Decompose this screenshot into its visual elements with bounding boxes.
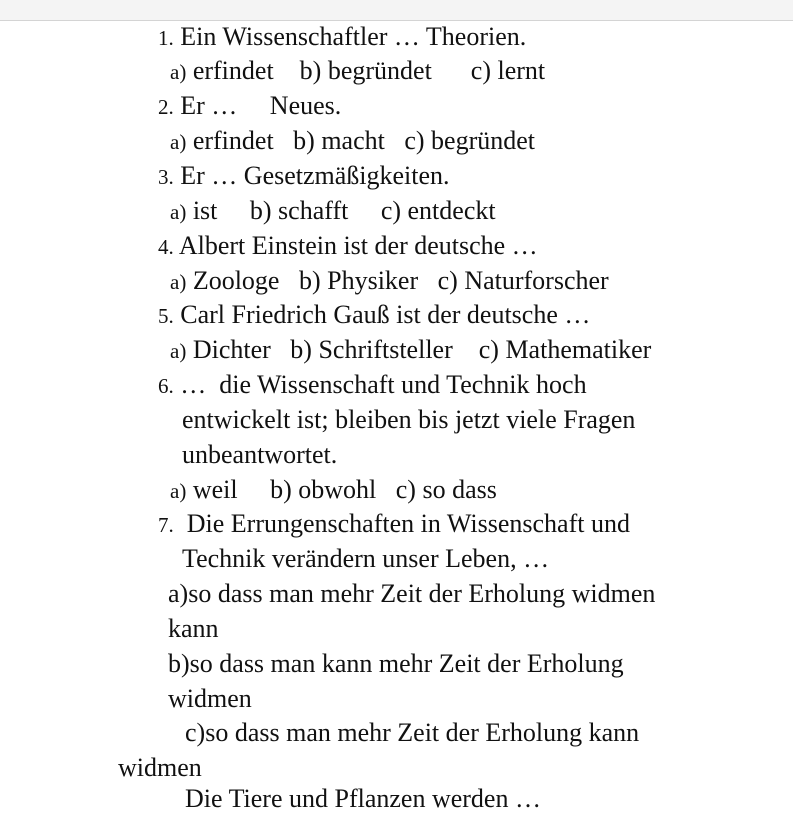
options-5	[170, 335, 651, 366]
options-3	[170, 196, 496, 227]
options-6	[170, 475, 497, 506]
options-4	[170, 266, 609, 297]
option-7c: c)so dass man mehr Zeit der Erholung kann	[185, 718, 640, 747]
question-text: Albert Einstein ist der deutsche …	[178, 231, 538, 260]
question-1	[158, 22, 526, 53]
option-label: a)	[170, 479, 187, 503]
question-number: 3.	[158, 165, 174, 189]
question-6-continuation: entwickelt ist; bleiben bis jetzt viele Fragen	[182, 405, 636, 434]
cut-off-line: Die Tiere und Pflanzen werden …	[185, 784, 541, 813]
option-label: a)	[170, 339, 187, 363]
options-text: Dichter b) Schriftsteller c) Mathematiker	[192, 335, 652, 364]
question-7	[158, 509, 630, 540]
question-text: Die Errungenschaften in Wissenschaft und	[180, 509, 630, 538]
viewer-top-bar	[0, 0, 793, 21]
option-7a-continuation: kann	[168, 614, 219, 643]
options-2	[170, 126, 535, 157]
question-7-continuation: Technik verändern unser Leben, …	[182, 544, 550, 573]
question-6-continuation: unbeantwortet.	[182, 440, 338, 469]
question-text: … die Wissenschaft und Technik hoch	[180, 370, 587, 399]
question-5	[158, 300, 590, 331]
options-text: weil b) obwohl c) so dass	[192, 475, 497, 504]
question-number: 1.	[158, 26, 174, 50]
question-6	[158, 370, 587, 401]
options-text: erfindet b) macht c) begründet	[192, 126, 536, 155]
option-7c-continuation: widmen	[118, 753, 202, 782]
option-label: a)	[170, 130, 187, 154]
question-number: 2.	[158, 95, 174, 119]
options-text: erfindet b) begründet c) lernt	[192, 56, 546, 85]
question-number: 6.	[158, 374, 174, 398]
question-4	[158, 231, 538, 262]
options-text: Zoologe b) Physiker c) Naturforscher	[192, 266, 609, 295]
option-label: a)	[170, 200, 187, 224]
question-text: Carl Friedrich Gauß ist der deutsche …	[180, 300, 591, 329]
question-number: 5.	[158, 304, 174, 328]
question-number: 7.	[158, 513, 174, 537]
options-text: ist b) schafft c) entdeckt	[192, 196, 496, 225]
question-text: Ein Wissenschaftler … Theorien.	[180, 22, 527, 51]
question-text: Er … Gesetzmäßigkeiten.	[180, 161, 450, 190]
option-7b: b)so dass man kann mehr Zeit der Erholung	[168, 649, 624, 678]
question-text: Er … Neues.	[180, 91, 342, 120]
question-2	[158, 91, 341, 122]
option-7a: a)so dass man mehr Zeit der Erholung widmen	[168, 579, 656, 608]
option-label: a)	[170, 270, 187, 294]
option-7b-continuation: widmen	[168, 684, 252, 713]
options-1	[170, 56, 545, 87]
question-3	[158, 161, 450, 192]
question-number: 4.	[158, 235, 174, 259]
option-label: a)	[170, 60, 187, 84]
